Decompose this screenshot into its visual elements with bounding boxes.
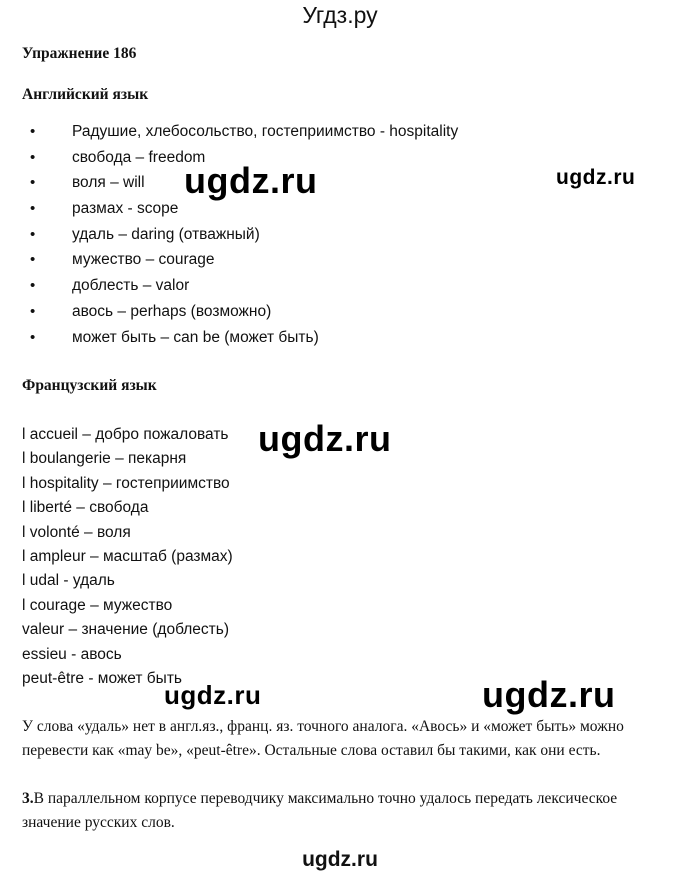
watermark: ugdz.ru <box>184 160 318 201</box>
footer-watermark: ugdz.ru <box>302 848 378 871</box>
site-header: Угдз.ру <box>302 2 378 28</box>
list-item: l ampleur – масштаб (размах) <box>22 547 233 565</box>
bullet-icon: • <box>30 200 36 218</box>
bullet-icon: • <box>30 328 36 346</box>
list-item: l hospitality – гостеприимство <box>22 474 230 492</box>
list-item: l udal - удаль <box>22 572 115 590</box>
bullet-icon: • <box>30 148 36 166</box>
list-item: l volonté – воля <box>22 523 131 541</box>
paragraph-conclusion: У слова «удаль» нет в англ.яз., франц. яз. точного аналога. «Авось» и «может быть» можно перевести как «may be», «peut-être». Остальные слова оставил бы такими, как они есть. <box>22 718 624 759</box>
bullet-icon: • <box>30 277 36 295</box>
answer-number: 3. <box>22 790 34 807</box>
list-item: l boulangerie – пекарня <box>22 450 187 468</box>
bullet-icon: • <box>30 225 36 243</box>
list-item: valeur – значение (доблесть) <box>22 621 229 639</box>
english-heading: Английский язык <box>22 86 149 103</box>
list-item: l courage – мужество <box>22 596 173 614</box>
watermark: ugdz.ru <box>556 166 636 189</box>
bullet-icon: • <box>30 174 36 192</box>
list-item: l liberté – свобода <box>22 499 149 517</box>
bullet-icon: • <box>30 251 36 269</box>
french-heading: Французский язык <box>22 377 157 394</box>
french-word-list <box>22 424 233 692</box>
bullet-icon: • <box>30 302 36 320</box>
watermark: ugdz.ru <box>482 674 616 715</box>
list-item: l accueil – добро пожаловать <box>22 426 229 443</box>
watermark: ugdz.ru <box>258 418 392 459</box>
watermark: ugdz.ru <box>164 680 262 710</box>
list-item: essieu - авось <box>22 645 122 663</box>
list-item: peut-être - может быть <box>22 669 182 687</box>
bullet-icon: • <box>30 123 36 140</box>
paragraph-answer-3 <box>22 787 662 835</box>
answer-text: В параллельном корпусе переводчику максимально точно удалось передать лексическое значение русских слов. <box>22 790 618 831</box>
exercise-title: Упражнение 186 <box>22 45 137 62</box>
